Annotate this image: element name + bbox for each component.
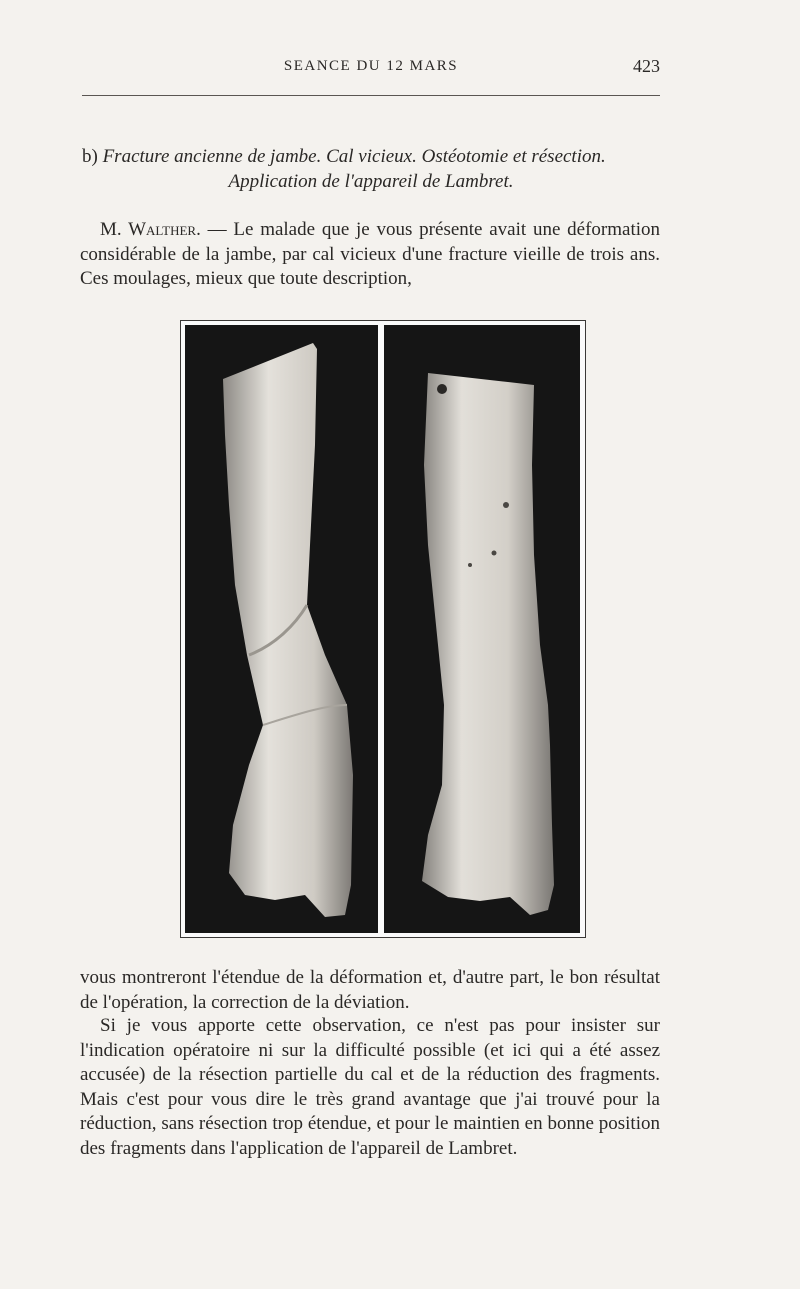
header-rule [82, 95, 660, 96]
paragraph-figure-caption-continuation: vous montreront l'étendue de la déformation et, d'autre part, le bon résultat de l'opération, la correction de la déviation. [80, 967, 660, 1013]
page-number: 423 [633, 56, 660, 76]
section-title-line2: Application de l'appareil de Lambret. [228, 171, 514, 192]
section-heading [82, 144, 660, 194]
leg-cast-before-illustration [185, 325, 378, 933]
running-title: SEANCE DU 12 MARS [283, 58, 459, 74]
running-head [82, 56, 660, 80]
photo-leg-cast-before [185, 325, 378, 933]
paragraph-observation-text: Si je vous apporte cette observation, ce n'est pas pour insister sur l'indication opératoire ni sur la difficulté possible (et ici qui a été assez accusée) de la résection partielle du cal et de la réduction des fragments. Mais c'est pour vous dire le très grand avantage que j'ai trouvé pour la réduction, sans résection trop étendue, et pour le maintien en bonne position des fragments dans l'application de l'appareil de Lambret. [80, 1015, 660, 1159]
paragraph-observation [80, 1014, 660, 1161]
paragraph-intro [80, 218, 660, 292]
speaker-name: M. Walther. [100, 219, 201, 240]
section-label: b) [82, 146, 98, 167]
photo-leg-cast-after [384, 325, 580, 933]
paragraph-intro-text: — Le malade que je vous présente avait une déformation considérable de la jambe, par cal vicieux d'une fracture vieille de trois ans. Ces moulages, mieux que toute description, [80, 219, 661, 289]
figure-plate [180, 320, 586, 938]
leg-cast-after-illustration [384, 325, 580, 933]
section-title-line1: Fracture ancienne de jambe. Cal vicieux. Ostéotomie et résection. [102, 146, 606, 167]
